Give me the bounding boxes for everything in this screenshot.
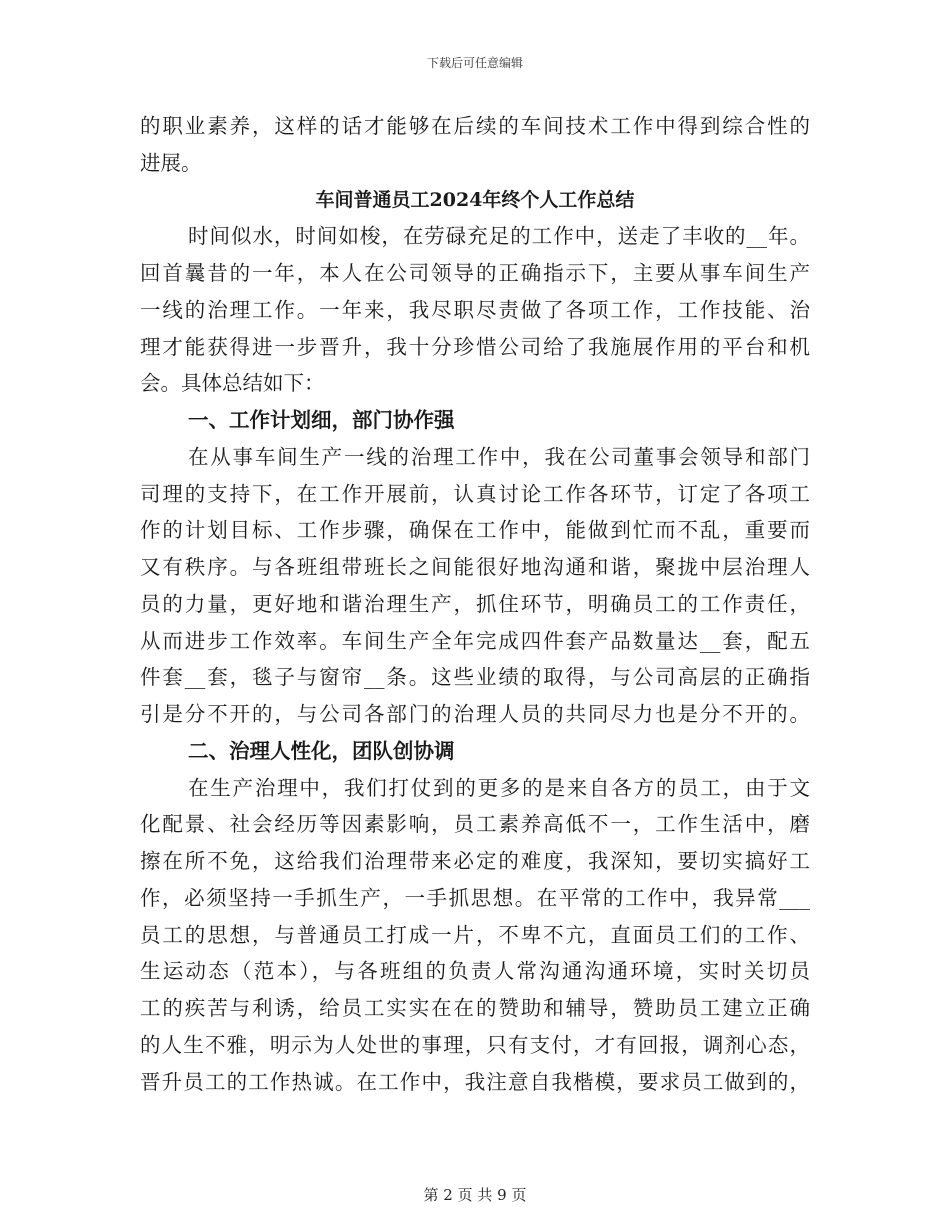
body-line: 员的力量，更好地和谐治理生产，抓住环节，明确员工的工作责任， <box>140 591 810 616</box>
body-line: 引是分不开的，与公司各部门的治理人员的共同尽力也是分不开的。 <box>140 702 810 726</box>
section-heading: 一、工作计划细，部门协作强 <box>188 408 455 432</box>
body-line: 从而进步工作效率。车间生产全年完成四件套产品数量达__套，配五 <box>140 628 810 653</box>
body-line: 员工的思想，与普通员工打成一片，不卑不亢，直面员工们的工作、 <box>140 922 810 947</box>
body-line: 进展。 <box>140 150 202 175</box>
page-header: 下载后可任意编辑 <box>426 56 523 70</box>
body-line: 化配景、社会经历等因素影响，员工素养高低不一，工作生活中，磨 <box>140 812 810 837</box>
body-line: 一线的治理工作。一年来，我尽职尽责做了各项工作，工作技能、治 <box>140 297 810 322</box>
document-title: 车间普通员工2024年终个人工作总结 <box>315 188 635 211</box>
body-line: 司理的支持下，在工作开展前，认真讨论工作各环节，订定了各项工 <box>140 481 810 506</box>
paragraph-first-line: 在生产治理中，我们打仗到的更多的是来自各方的员工，由于文 <box>188 775 810 800</box>
paragraph-first-line: 时间似水，时间如梭，在劳碌充足的工作中，送走了丰收的__年。 <box>188 224 810 249</box>
body-line: 生运动态（范本），与各班组的负责人常沟通沟通环境，实时关切员 <box>140 959 810 984</box>
section-heading: 二、治理人性化，团队创协调 <box>188 738 455 763</box>
body-line: 工的疾苦与利诱，给员工实实在在的赞助和辅导，赞助员工建立正确 <box>140 996 810 1020</box>
page-footer: 第 2 页 共 9 页 <box>423 1186 527 1204</box>
body-line: 件套__套，毯子与窗帘__条。这些业绩的取得，与公司高层的正确指 <box>140 665 810 690</box>
body-line: 回首曩昔的一年，本人在公司领导的正确指示下，主要从事车间生产 <box>140 261 810 285</box>
body-line: 的人生不雅，明示为人处世的事理，只有支付，才有回报，调剂心态， <box>140 1032 810 1057</box>
body-line: 晋升员工的工作热诚。在工作中，我注意自我楷模，要求员工做到的， <box>140 1069 810 1094</box>
body-line: 又有秩序。与各班组带班长之间能很好地沟通和谐，聚拢中层治理人 <box>140 555 810 579</box>
body-line: 理才能获得进一步晋升，我十分珍惜公司给了我施展作用的平台和机 <box>140 334 810 359</box>
document-body <box>140 108 810 1100</box>
paragraph-first-line: 在从事车间生产一线的治理工作中，我在公司董事会领导和部门 <box>188 444 810 469</box>
body-line: 的职业素养，这样的话才能够在后续的车间技术工作中得到综合性的 <box>140 114 810 138</box>
body-line: 作的计划目标、工作步骤，确保在工作中，能做到忙而不乱，重要而 <box>140 518 810 543</box>
body-line: 擦在所不免，这给我们治理带来必定的难度，我深知，要切实搞好工 <box>140 849 810 873</box>
body-line: 会。具体总结如下： <box>140 371 325 396</box>
body-line: 作，必须坚持一手抓生产，一手抓思想。在平常的工作中，我异常___ <box>140 885 810 910</box>
